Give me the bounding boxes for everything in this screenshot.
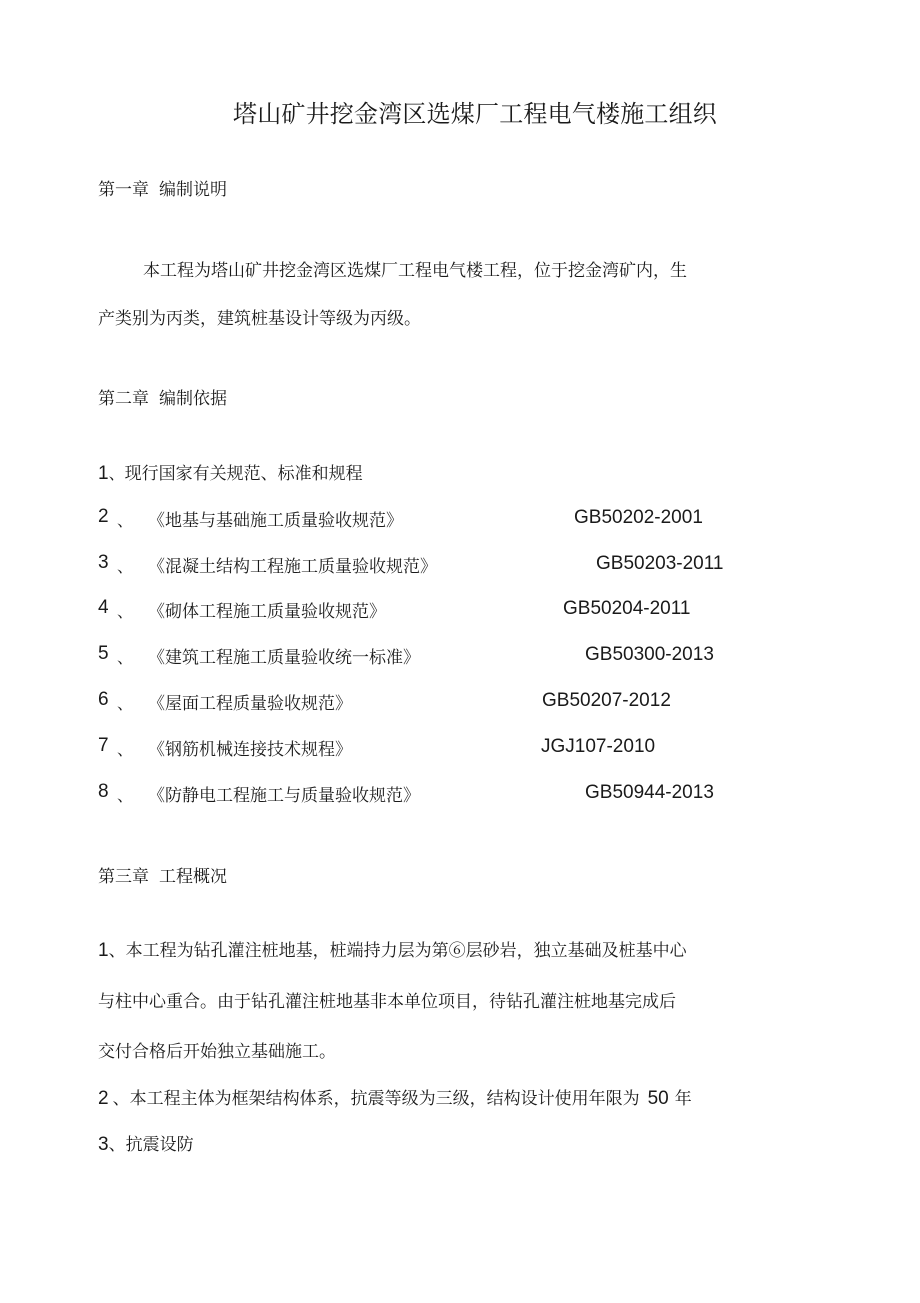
overview-p1-text: 、本工程为钻孔灌注桩地基，桩端持力层为第⑥层砂岩，独立基础及桩基中心 (108, 941, 687, 961)
basis-intro-text: 现行国家有关规范、标准和规程 (124, 464, 363, 484)
overview-p2-unit: 年 (674, 1089, 692, 1109)
overview-p2-years: 50 (647, 1088, 669, 1109)
chapter-3-name: 工程概况 (159, 867, 227, 887)
overview-p2 (98, 1084, 692, 1110)
chapter-2-name: 编制依据 (159, 389, 227, 409)
chapter-1-label: 第一章 (98, 180, 149, 200)
chapter-1-name: 编制说明 (159, 180, 227, 200)
document-title: 塔山矿井挖金湾区选煤厂工程电气楼施工组织 (233, 100, 717, 128)
overview-p3-text: 、抗震设防 (108, 1135, 194, 1155)
chapter-3-label: 第三章 (98, 867, 149, 887)
standard-code: JGJ107-2010 (541, 736, 656, 757)
standard-num: 5 (98, 643, 109, 664)
basis-intro-sep: 、 (108, 464, 125, 483)
chapter-2-heading (98, 384, 227, 409)
standard-num: 2 (98, 506, 109, 527)
intro-line-1: 本工程为塔山矿井挖金湾区选煤厂工程电气楼工程，位于挖金湾矿内，生 (143, 261, 687, 281)
standard-sep: 、 (117, 694, 134, 713)
standard-title: 《砌体工程施工质量验收规范》 (148, 602, 386, 622)
standard-num: 4 (98, 597, 109, 618)
chapter-2-label: 第二章 (98, 389, 149, 409)
chapter-3-heading (98, 862, 227, 887)
overview-p2-text: 、本工程主体为框架结构体系，抗震等级为三级，结构设计使用年限为 (112, 1089, 640, 1109)
overview-p3 (98, 1130, 194, 1156)
standard-num: 7 (98, 735, 109, 756)
basis-intro-num: 1 (98, 463, 109, 484)
standard-title: 《地基与基础施工质量验收规范》 (148, 511, 403, 531)
standard-sep: 、 (117, 557, 134, 576)
standard-code: GB50203-2011 (596, 553, 724, 574)
standard-title: 《混凝土结构工程施工质量验收规范》 (148, 557, 437, 577)
overview-p1-num: 1 (98, 940, 109, 961)
overview-p1-line-2: 与柱中心重合。由于钻孔灌注桩地基非本单位项目，待钻孔灌注桩地基完成后 (98, 992, 676, 1012)
overview-p2-num: 2 (98, 1088, 109, 1109)
standard-num: 6 (98, 689, 109, 710)
standard-sep: 、 (117, 740, 134, 759)
standard-code: GB50944-2013 (585, 782, 714, 803)
basis-intro (98, 459, 363, 485)
standard-code: GB50204-2011 (563, 598, 691, 619)
standard-sep: 、 (117, 786, 134, 805)
overview-p1-line-1 (98, 936, 687, 962)
standard-title: 《建筑工程施工质量验收统一标准》 (148, 648, 420, 668)
standard-num: 3 (98, 552, 109, 573)
overview-p1-line-3: 交付合格后开始独立基础施工。 (98, 1042, 336, 1062)
standard-code: GB50207-2012 (542, 690, 671, 711)
intro-line-2: 产类别为丙类，建筑桩基设计等级为丙级。 (98, 309, 421, 329)
standard-sep: 、 (117, 648, 134, 667)
standard-title: 《屋面工程质量验收规范》 (148, 694, 352, 714)
overview-p3-num: 3 (98, 1134, 109, 1155)
standard-title: 《防静电工程施工与质量验收规范》 (148, 786, 420, 806)
standard-num: 8 (98, 781, 109, 802)
standard-sep: 、 (117, 511, 134, 530)
chapter-1-heading (98, 175, 227, 200)
standard-sep: 、 (117, 602, 134, 621)
standard-code: GB50300-2013 (585, 644, 714, 665)
standard-code: GB50202-2001 (574, 507, 703, 528)
standard-title: 《钢筋机械连接技术规程》 (148, 740, 352, 760)
